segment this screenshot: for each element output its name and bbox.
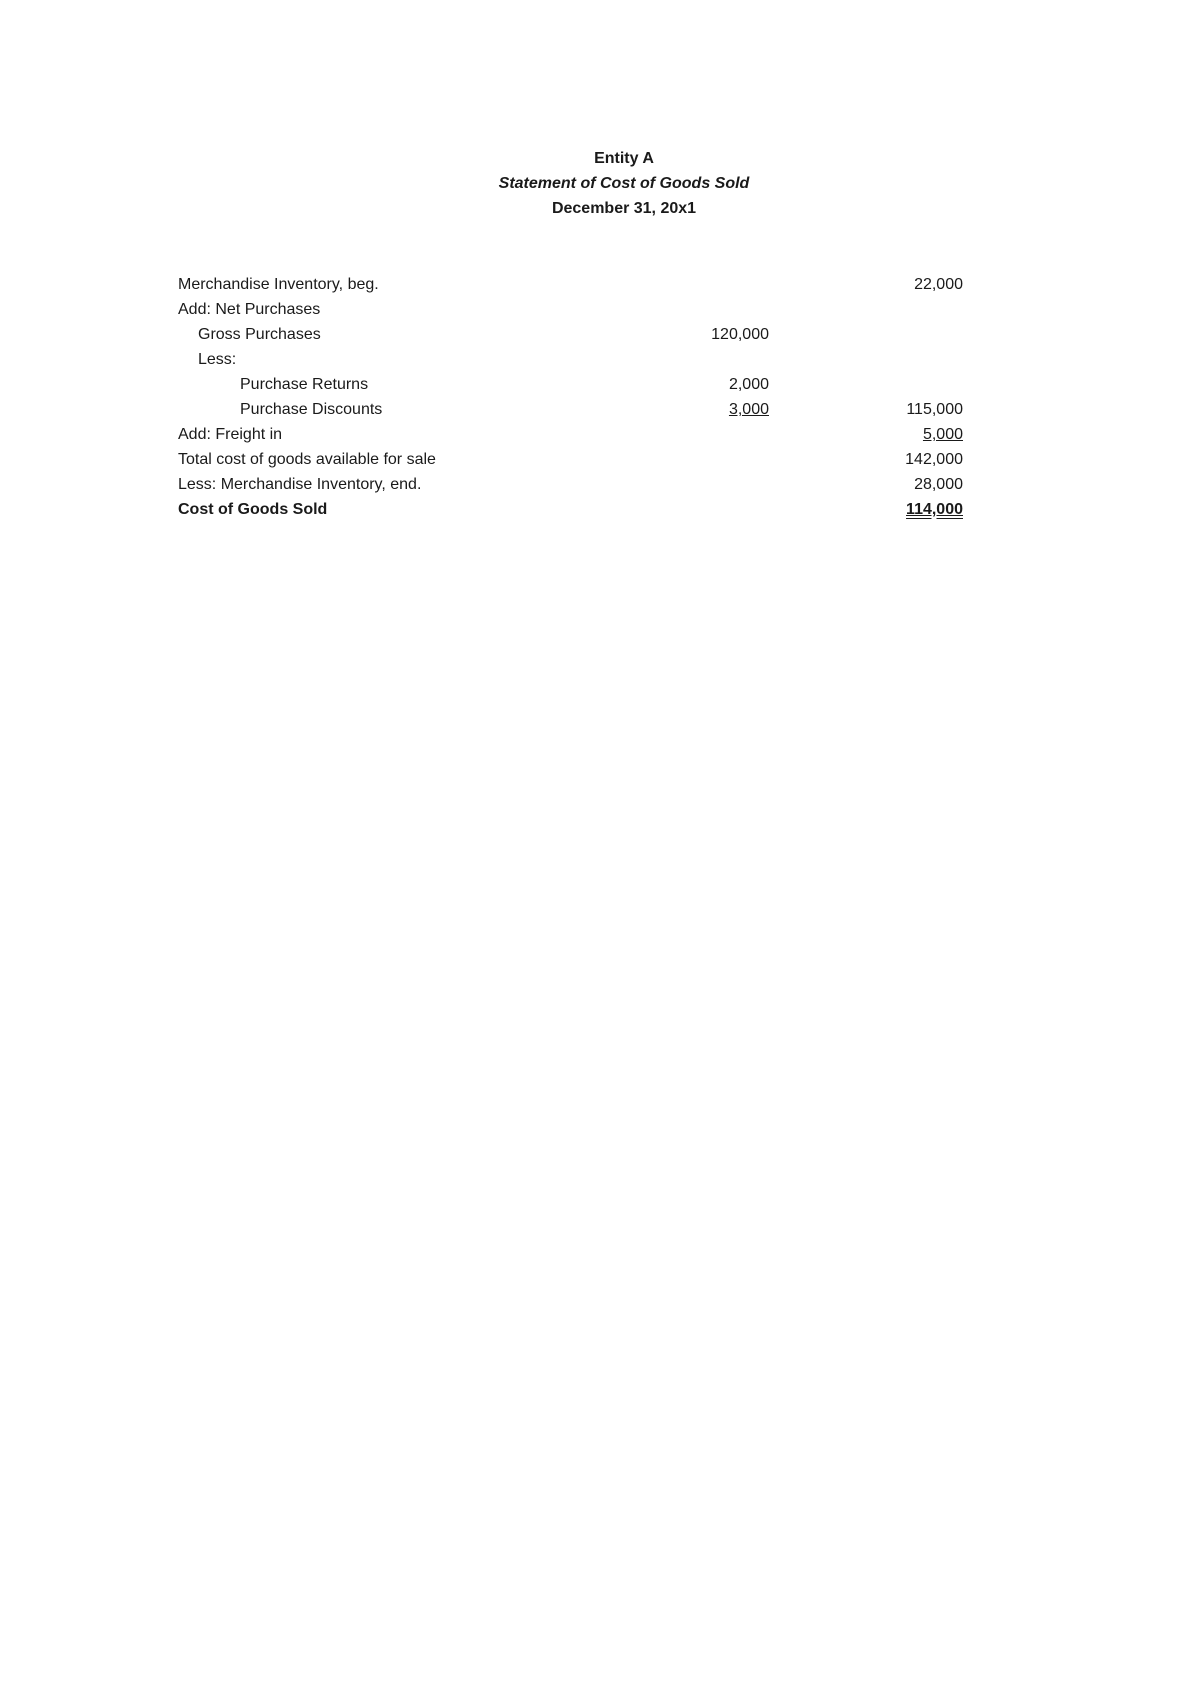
- row-cost-of-goods-sold: [178, 497, 978, 522]
- row-amount-total: 22,000: [914, 276, 963, 293]
- row-label: Cost of Goods Sold: [178, 501, 328, 518]
- row-amount-total: 115,000: [906, 401, 963, 418]
- row-label: Purchase Returns: [240, 376, 369, 393]
- row-amount-detail: 2,000: [728, 376, 769, 393]
- row-label: Less: Merchandise Inventory, end.: [178, 476, 422, 493]
- row-amount-total: 5,000: [922, 426, 963, 443]
- row-amount-detail: 120,000: [711, 326, 769, 343]
- statement-header: [0, 146, 1200, 221]
- row-purchase-returns: [178, 372, 978, 397]
- row-label: Merchandise Inventory, beg.: [178, 276, 379, 293]
- row-gross-purchases: [178, 322, 978, 347]
- row-amount-total: 28,000: [914, 476, 963, 493]
- row-label: Add: Freight in: [178, 426, 283, 443]
- row-purchase-discounts: [178, 397, 978, 422]
- statement-date: December 31, 20x1: [551, 200, 697, 217]
- entity-name: Entity A: [594, 150, 654, 167]
- row-total-available: [178, 447, 978, 472]
- row-amount-detail: 3,000: [728, 401, 769, 418]
- row-amount-total: 114,000: [906, 501, 963, 518]
- statement-title: Statement of Cost of Goods Sold: [498, 175, 750, 192]
- row-label: Gross Purchases: [198, 326, 321, 343]
- row-label: Less:: [198, 351, 237, 368]
- row-freight-in: [178, 422, 978, 447]
- row-net-purchases-heading: [178, 297, 978, 322]
- cogs-statement-table: [178, 272, 978, 522]
- row-inventory-beginning: [178, 272, 978, 297]
- row-label: Add: Net Purchases: [178, 301, 321, 318]
- row-inventory-end: [178, 472, 978, 497]
- row-amount-total: 142,000: [905, 451, 963, 468]
- row-label: Purchase Discounts: [240, 401, 383, 418]
- row-label: Total cost of goods available for sale: [178, 451, 436, 468]
- row-less-heading: [178, 347, 978, 372]
